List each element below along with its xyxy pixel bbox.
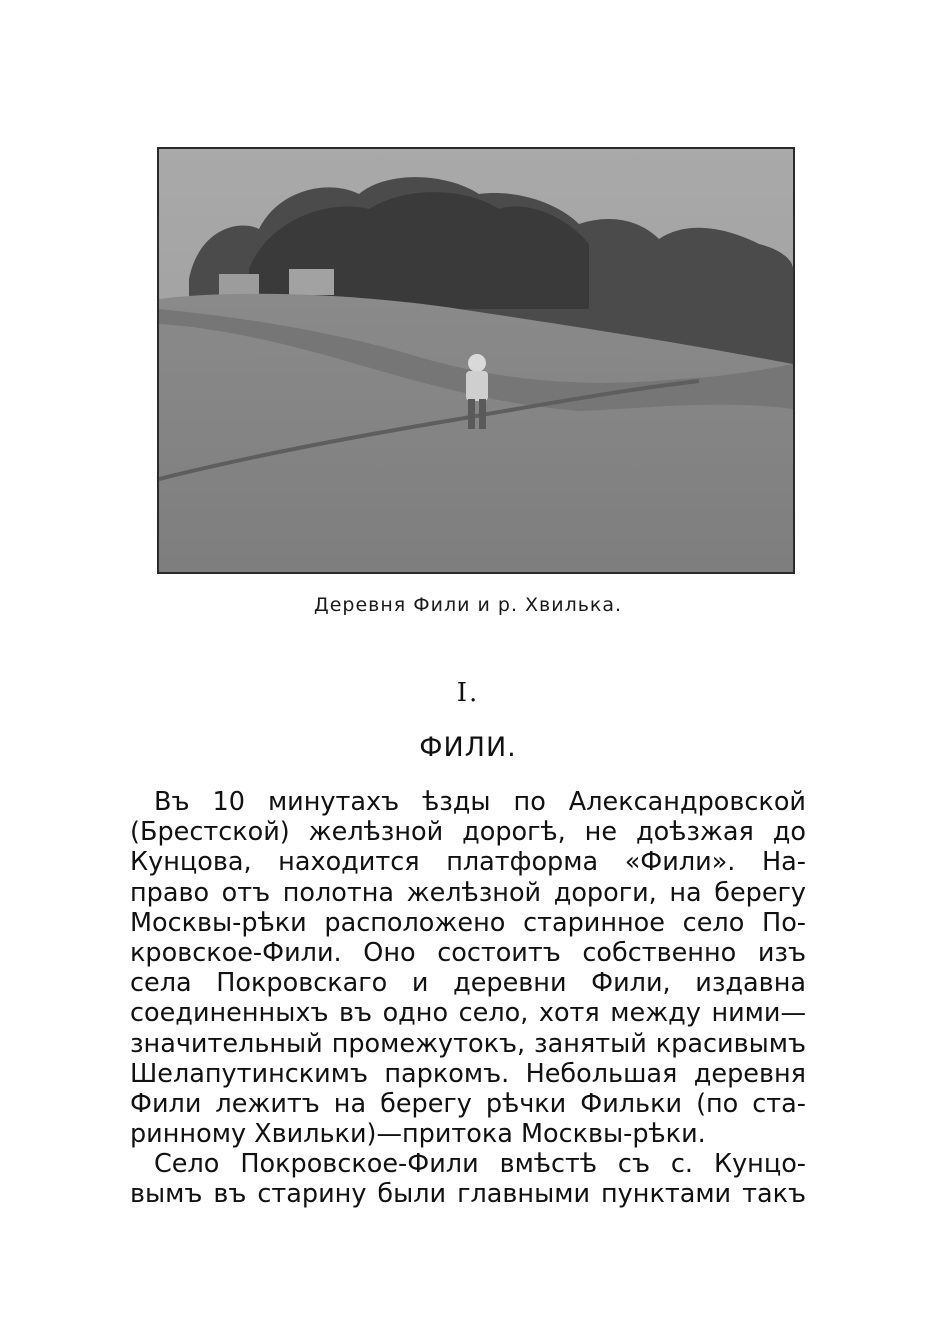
body-text — [130, 787, 806, 1210]
child-leg — [468, 399, 475, 429]
village-photograph — [157, 147, 795, 574]
figure-caption: Деревня Фили и р. Хвилька. — [313, 594, 623, 616]
text-line: села Покровскаго и деревни Фили, издавна — [130, 968, 806, 999]
text-line: Москвы-рѣки расположено старинное село По- — [130, 907, 806, 938]
text-line: ринному Хвильки)—притока Москвы-рѣки. — [130, 1119, 706, 1150]
house — [219, 274, 259, 296]
text-line: Въ 10 минутахъ ѣзды по Александровской — [154, 787, 806, 817]
text-line: вымъ въ старину были главными пунктами такъ — [130, 1179, 806, 1210]
text-line: Шелапутинскимъ паркомъ. Небольшая деревня — [130, 1058, 806, 1089]
text-line: право отъ полотна желѣзной дороги, на берегу — [130, 877, 806, 908]
text-line: Село Покровское-Фили вмѣстѣ съ с. Кунцо- — [154, 1149, 806, 1180]
house — [289, 269, 334, 295]
text-line: соединенныхъ въ одно село, хотя между ними— — [130, 998, 806, 1029]
text-line: кровское-Фили. Оно состоитъ собственно изъ — [130, 937, 806, 968]
photo-illustration — [159, 149, 793, 572]
text-line: Фили лежитъ на берегу рѣчки Фильки (по ста- — [130, 1088, 806, 1119]
child-leg — [479, 399, 486, 429]
text-line: (Брестской) желѣзной дорогѣ, не доѣзжая до — [130, 817, 806, 848]
chapter-title: ФИЛИ. — [419, 732, 517, 763]
child-body — [466, 371, 488, 401]
chapter-number: I. — [456, 678, 480, 708]
text-line: значительный промежутокъ, занятый красивымъ — [130, 1028, 806, 1059]
text-line: Кунцова, находится платформа «Фили». На- — [130, 847, 806, 878]
child-head — [468, 354, 486, 372]
